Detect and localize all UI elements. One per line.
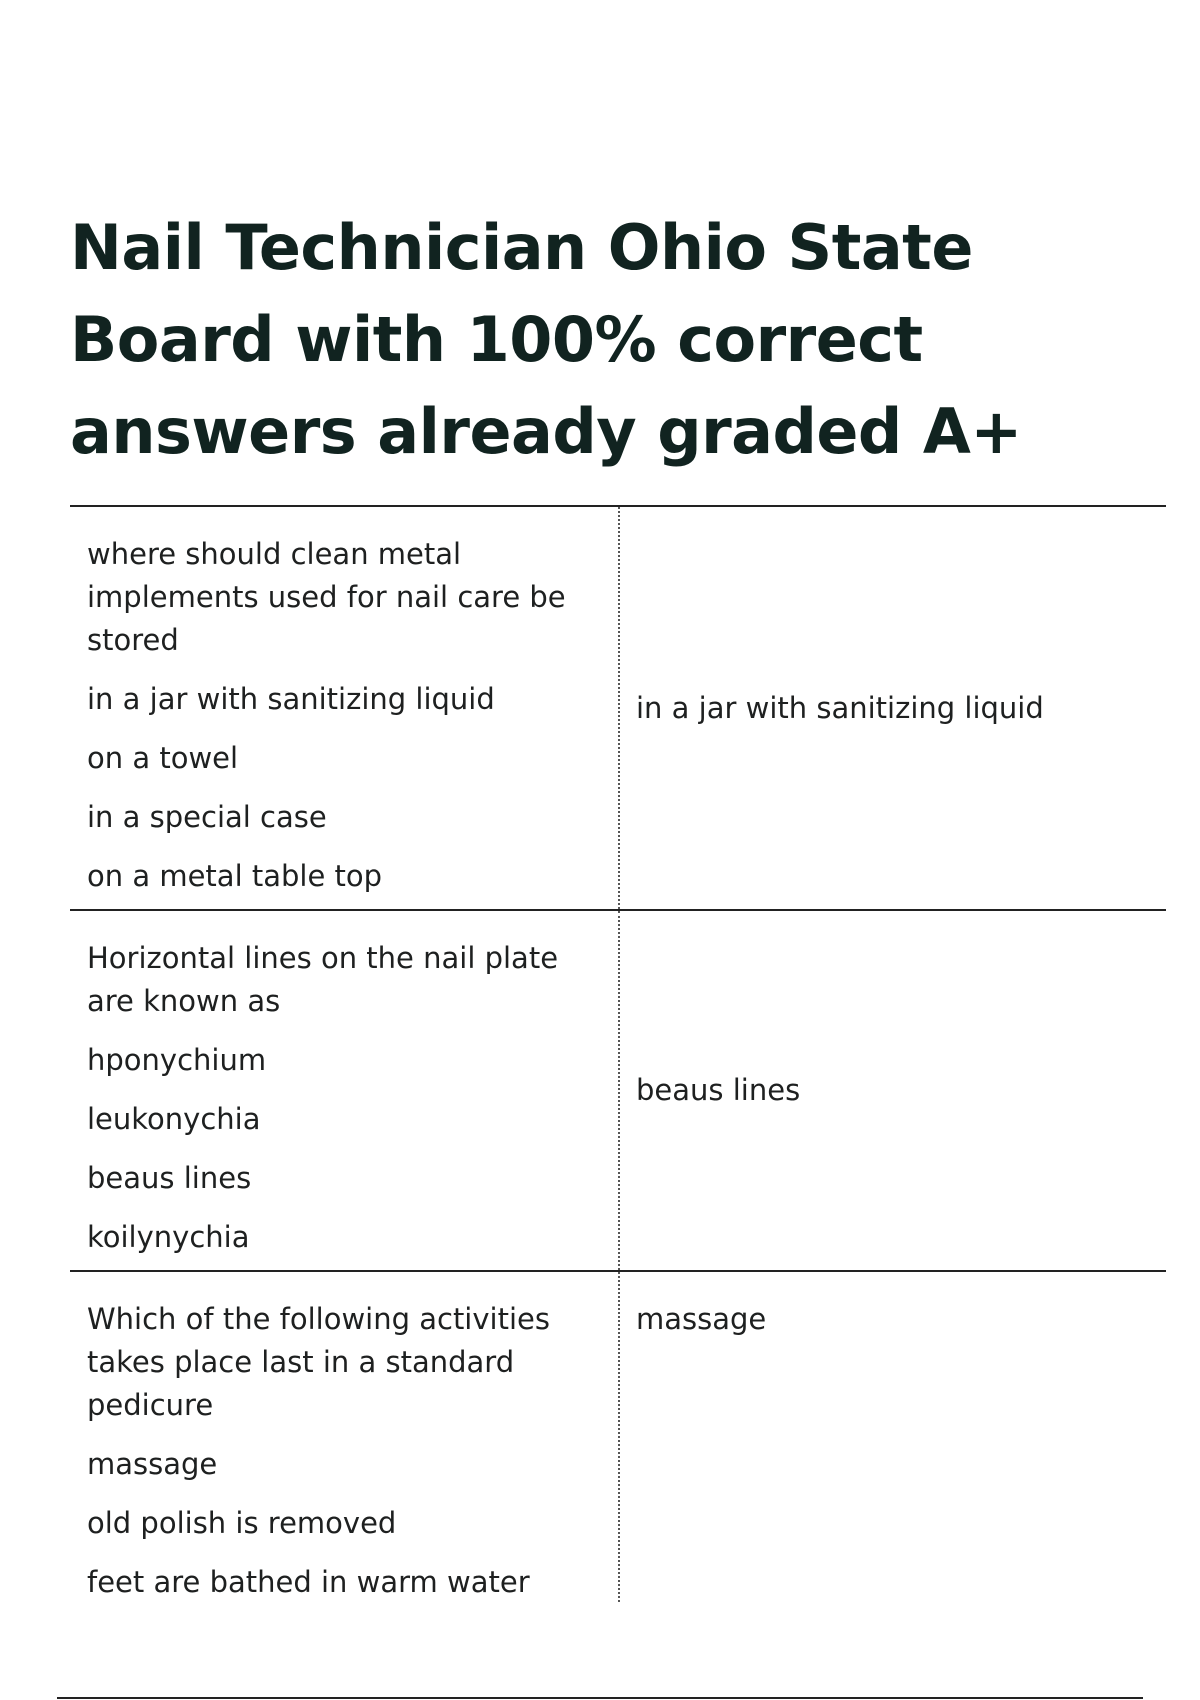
page-title: Nail Technician Ohio State Board with 100% correct answers already graded A+ xyxy=(70,211,1022,468)
answer-option: beaus lines xyxy=(87,1161,252,1195)
qa-row xyxy=(70,507,1166,911)
answer-option: massage xyxy=(87,1447,218,1481)
correct-answer: in a jar with sanitizing liquid xyxy=(636,690,1044,725)
question-cell xyxy=(70,507,618,909)
question-cell xyxy=(70,1272,618,1602)
answer-cell xyxy=(618,1272,1166,1602)
answer-option: koilynychia xyxy=(87,1220,250,1254)
answer-option: in a jar with sanitizing liquid xyxy=(87,682,495,716)
answer-option: feet are bathed in warm water xyxy=(87,1565,530,1599)
footer-divider xyxy=(57,1697,1143,1699)
correct-answer: beaus lines xyxy=(636,1073,801,1107)
qa-row xyxy=(70,1272,1166,1602)
answer-option: leukonychia xyxy=(87,1102,261,1136)
answer-option: on a towel xyxy=(87,741,239,775)
question-text: Which of the following activities takes place last in a standard pedicure xyxy=(87,1302,550,1422)
qa-row xyxy=(70,911,1166,1272)
answer-option: old polish is removed xyxy=(87,1506,397,1540)
question-text: Horizontal lines on the nail plate are known as xyxy=(87,941,559,1018)
answer-option: hponychium xyxy=(87,1043,267,1077)
question-text: where should clean metal implements used for nail care be stored xyxy=(87,537,566,657)
qa-table xyxy=(70,505,1166,1602)
answer-option: in a special case xyxy=(87,800,327,834)
question-cell xyxy=(70,911,618,1270)
answer-cell xyxy=(618,911,1166,1270)
answer-option: on a metal table top xyxy=(87,859,383,893)
correct-answer: massage xyxy=(636,1302,767,1336)
answer-cell xyxy=(618,507,1166,909)
